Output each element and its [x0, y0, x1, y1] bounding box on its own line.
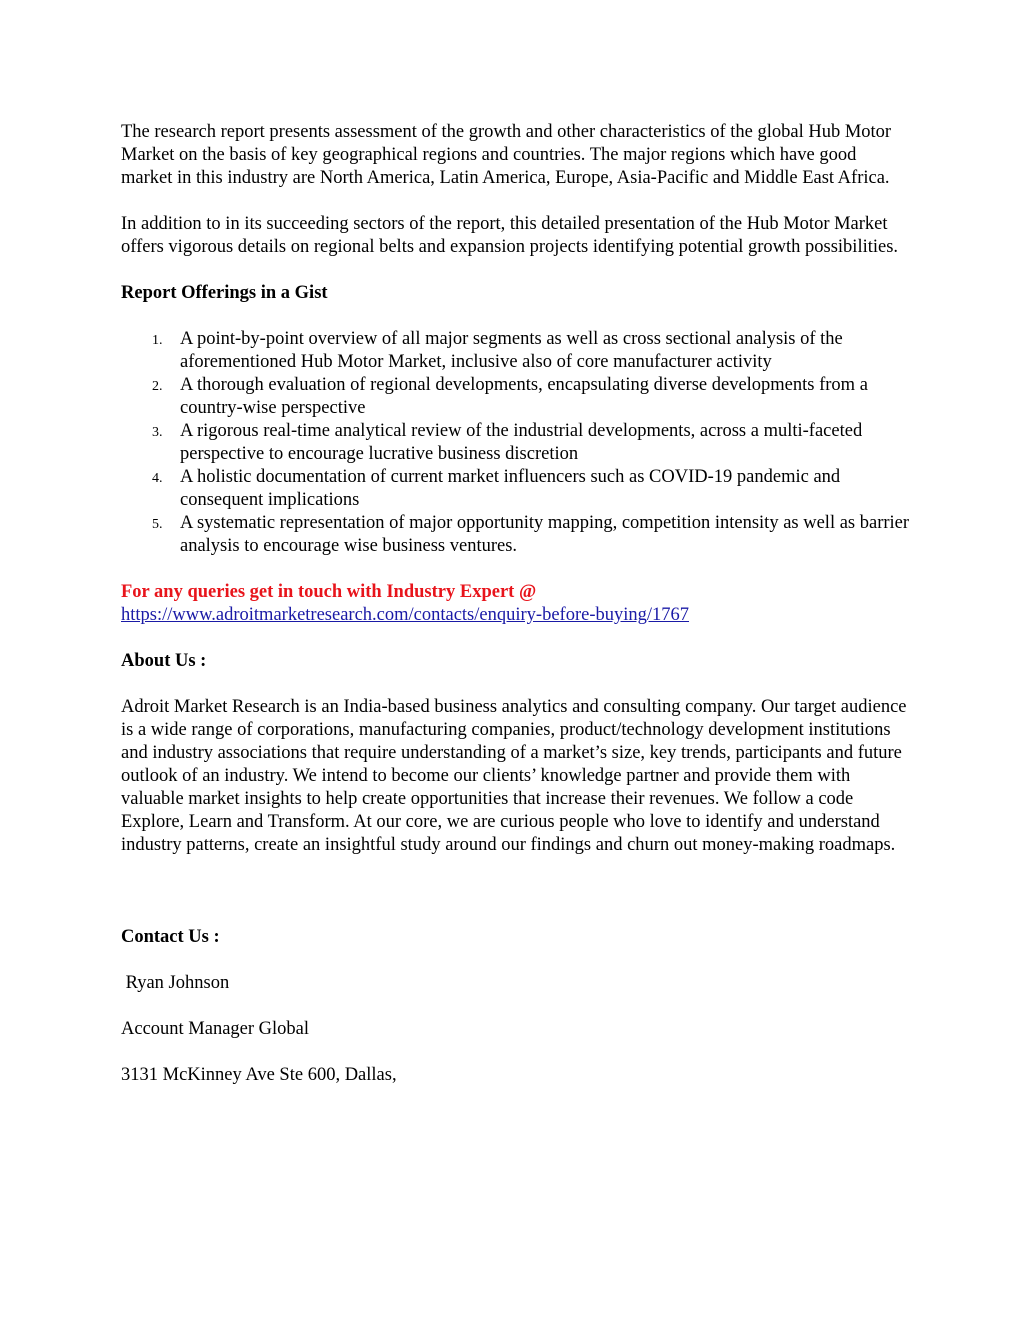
list-item — [121, 328, 911, 374]
list-item — [121, 374, 911, 420]
list-item — [121, 420, 911, 466]
list-item-number: 1. — [152, 333, 163, 348]
list-item-number: 5. — [152, 517, 163, 532]
contact-address: 3131 McKinney Ave Ste 600, Dallas, — [121, 1065, 397, 1085]
list-item-text: A holistic documentation of current market influencers such as COVID-19 pandemic and consequent implications — [180, 467, 841, 510]
enquiry-link[interactable]: https://www.adroitmarketresearch.com/contacts/enquiry-before-buying/1767 — [121, 605, 690, 625]
contact-name-text: Ryan Johnson — [125, 973, 230, 993]
list-item-text: A point-by-point overview of all major segments as well as cross sectional analysis of the aforementioned Hub Motor Market, inclusive also of core manufacturer activity — [180, 329, 843, 372]
spacer — [121, 880, 911, 926]
offerings-list — [121, 328, 911, 558]
offerings-heading: Report Offerings in a Gist — [121, 283, 328, 303]
list-item-number: 3. — [152, 425, 163, 440]
list-item-text: A systematic representation of major opportunity mapping, competition intensity as well as barrier analysis to encourage wise business ventures. — [180, 513, 910, 556]
about-heading: About Us : — [121, 651, 207, 671]
about-paragraph: Adroit Market Research is an India-based business analytics and consulting company. Our target audience is a wide range of corporations, manufacturing companies, product/technology development institutions and industry associations that require understanding of a market’s size, key trends, participants and future outlook of an industry. We intend to become our clients’ knowledge partner and provide them with valuable market insights to help create opportunities that increase their revenues. We follow a code Explore, Learn and Transform. At our core, we are curious people who love to identify and understand industry patterns, create an insightful study around our findings and churn out money-making roadmaps. — [121, 697, 907, 855]
list-item — [121, 466, 911, 512]
second-paragraph: In addition to in its succeeding sectors of the report, this detailed presentation of the Hub Motor Market offers vigorous details on regional belts and expansion projects identifying potential growth possibilities. — [121, 214, 899, 257]
contact-name — [121, 972, 911, 995]
query-text: For any queries get in touch with Industry Expert @ — [121, 582, 537, 602]
list-item — [121, 512, 911, 558]
list-item-number: 2. — [152, 379, 163, 394]
list-item-text: A thorough evaluation of regional developments, encapsulating diverse developments from a country-wise perspective — [180, 375, 868, 418]
document-page — [121, 121, 911, 1110]
list-item-text: A rigorous real-time analytical review of the industrial developments, across a multi-faceted perspective to encourage lucrative business discretion — [180, 421, 863, 464]
contact-title: Account Manager Global — [121, 1019, 310, 1039]
contact-heading: Contact Us : — [121, 927, 220, 947]
list-item-number: 4. — [152, 471, 163, 486]
intro-paragraph: The research report presents assessment of the growth and other characteristics of the global Hub Motor Market on the basis of key geographical regions and countries. The major regions which have good market in this industry are North America, Latin America, Europe, Asia-Pacific and Middle East Africa. — [121, 122, 892, 188]
